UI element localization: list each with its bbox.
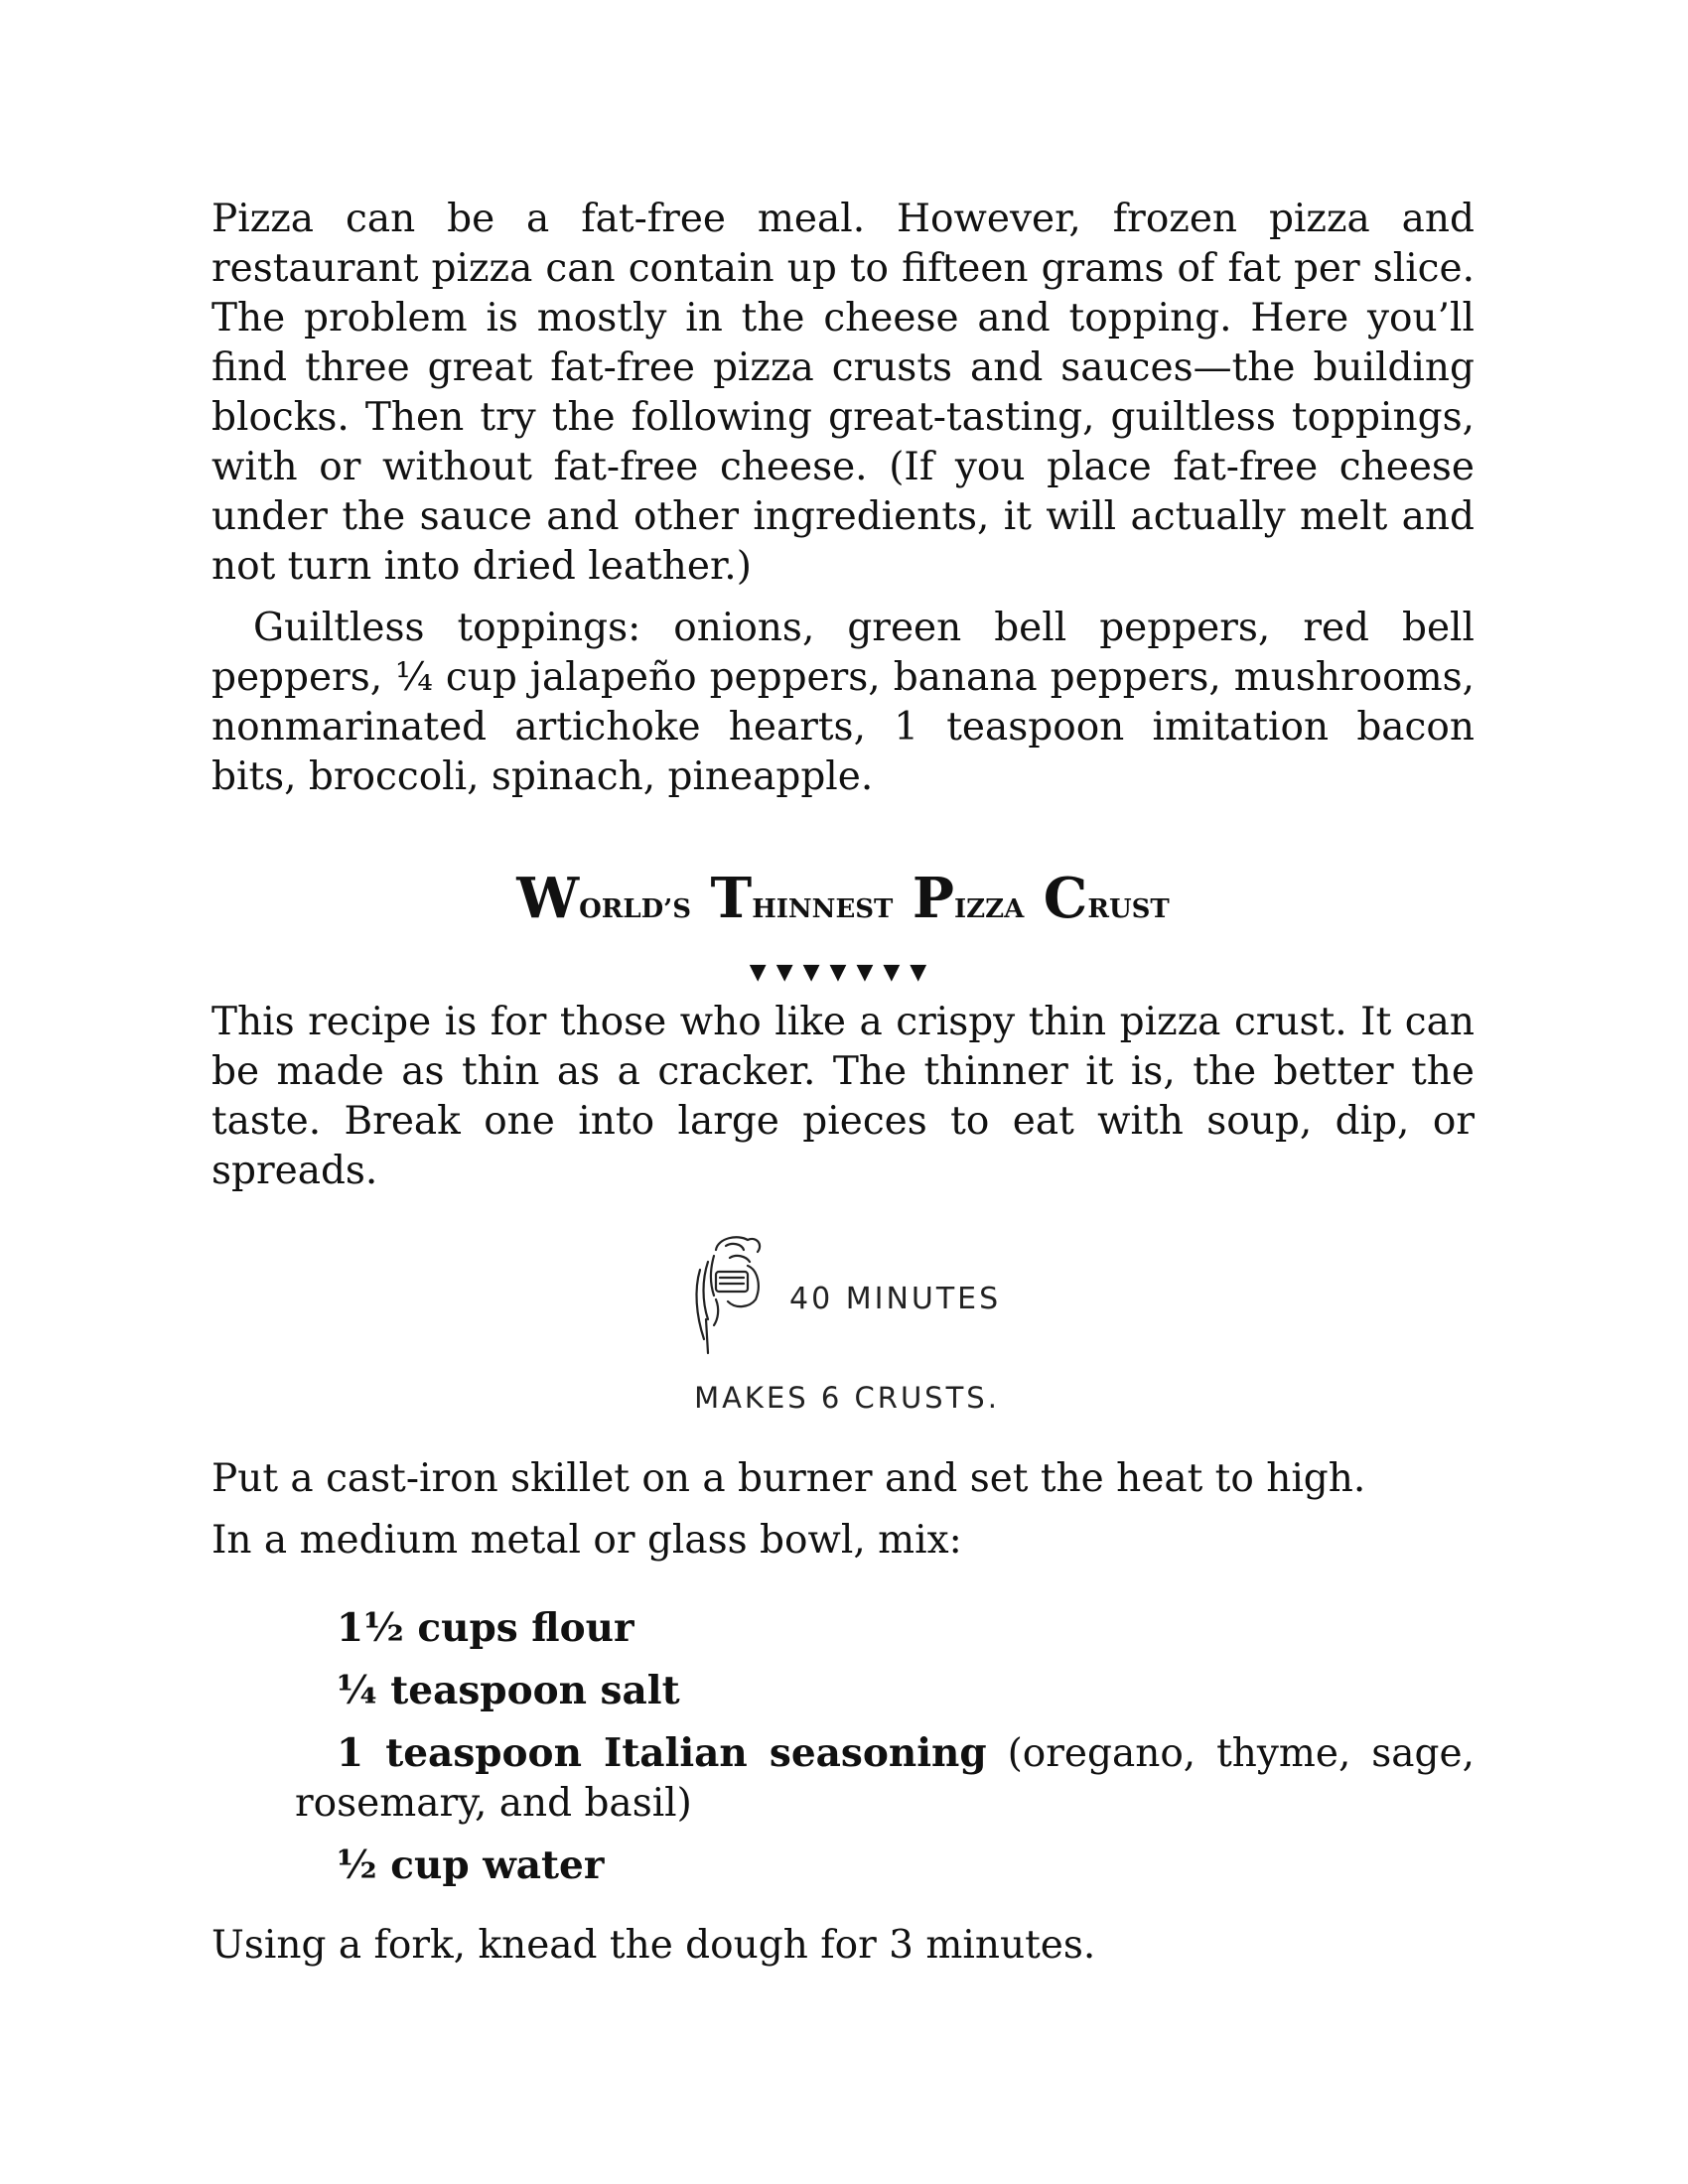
- ingredient-item: 1 teaspoon Italian seasoning (oregano, thyme, sage, rosemary, and basil): [295, 1730, 1475, 1826]
- recipe-title: [211, 864, 1475, 944]
- ingredient-item: ¼ teaspoon salt: [337, 1668, 680, 1713]
- step-2: In a medium metal or glass bowl, mix:: [211, 1518, 962, 1563]
- title-ornament: ▼▼▼▼▼▼▼: [749, 960, 937, 985]
- step-1: Put a cast-iron skillet on a burner and set the heat to high.: [211, 1456, 1366, 1501]
- ingredient-item: 1½ cups flour: [337, 1605, 634, 1651]
- title-word-2: THINNEST: [710, 866, 894, 931]
- ingredient-item: ½ cup water: [337, 1843, 605, 1888]
- chef-icon: [686, 1230, 775, 1355]
- title-word-3: PIZZA: [912, 866, 1025, 931]
- title-word-4: CRUST: [1043, 866, 1170, 931]
- recipe-description: This recipe is for those who like a crispy thin pizza crust. It can be made as thin as a cracker. The thinner it is, the better the taste. Break one into large pieces to eat with soup, dip, or spreads.: [211, 1000, 1475, 1193]
- title-word-1: WORLD’S: [516, 866, 692, 931]
- time-label: 40 MINUTES: [789, 1282, 1002, 1316]
- page-content: [211, 195, 1475, 1971]
- intro-paragraph-2: Guiltless toppings: onions, green bell peppers, red bell peppers, ¼ cup jalapeño peppers, banana peppers, mushrooms, nonmarinated artichoke hearts, 1 teaspoon imitation bacon bits, broccoli, spinach, pineapple.: [211, 606, 1475, 799]
- final-step: Using a fork, knead the dough for 3 minutes.: [211, 1923, 1096, 1968]
- yield-label: MAKES 6 CRUSTS.: [694, 1381, 1000, 1415]
- intro-paragraph-1: Pizza can be a fat-free meal. However, frozen pizza and restaurant pizza can contain up to fifteen grams of fat per slice. The problem is mostly in the cheese and topping. Here you’ll find three great fat-free pizza crusts and sauces—the building blocks. Then try the following great-tasting, guiltless toppings, with or without fat-free cheese. (If you place fat-free cheese under the sauce and other ingredients, it will actually melt and not turn into dried leather.): [211, 197, 1475, 589]
- ingredient-list: [295, 1603, 1475, 1891]
- prep-time: [211, 1230, 1475, 1359]
